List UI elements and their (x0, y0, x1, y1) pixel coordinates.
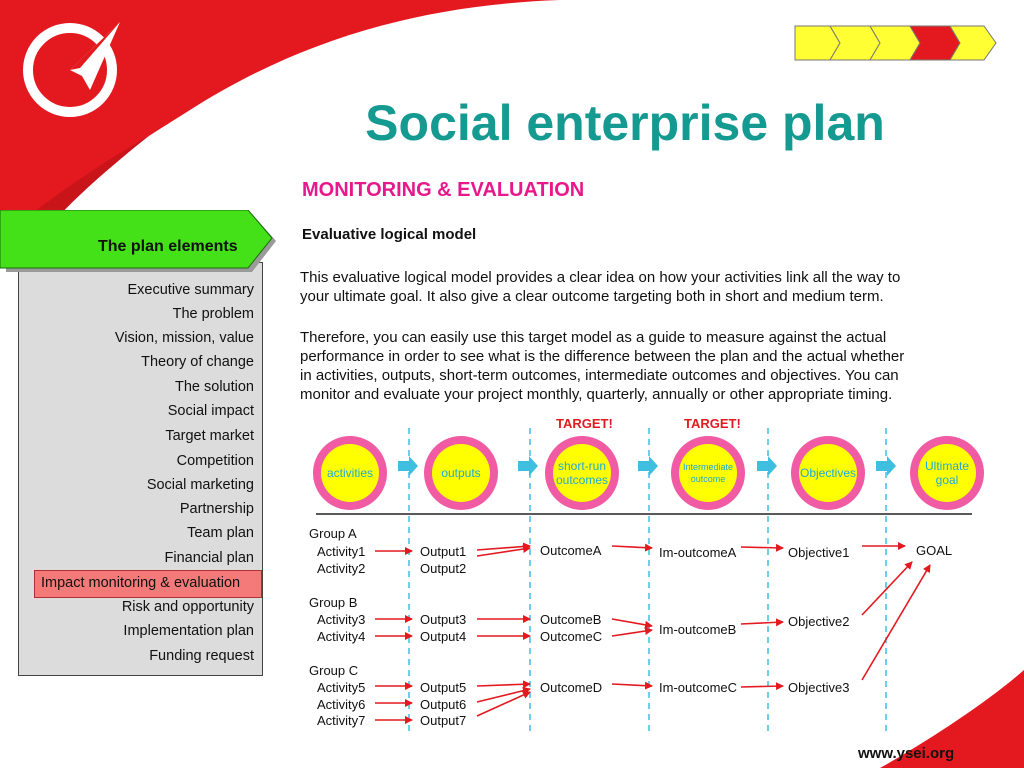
node-objectives (791, 436, 865, 510)
outcome-label: OutcomeA (540, 543, 602, 558)
node-label: activities (326, 466, 373, 480)
outcome-label: OutcomeB (540, 612, 602, 627)
node-activities (313, 436, 387, 510)
paragraph-line: performance in order to see what is the difference between the plan and the actual whether (300, 348, 905, 365)
activity-label: Activity4 (317, 629, 366, 644)
outcome-label: OutcomeD (540, 680, 603, 695)
im-outcome-label: Im-outcomeA (659, 545, 737, 560)
sidebar-item-the-problem[interactable]: The problem (172, 306, 254, 322)
objective-label: Objective3 (788, 680, 850, 695)
im-outcome-label: Im-outcomeB (659, 622, 737, 637)
activity-label: Activity3 (317, 612, 366, 627)
group-label: Group A (309, 526, 357, 541)
sidebar-item-financial-plan[interactable]: Financial plan (164, 550, 254, 566)
objective-label: Objective1 (788, 545, 850, 560)
activity-label: Activity7 (317, 713, 366, 728)
node-label: short-run outcomes (555, 459, 609, 487)
activity-label: Activity5 (317, 680, 366, 695)
sidebar-item-risk-and-opportunity[interactable]: Risk and opportunity (121, 599, 254, 615)
node-label: outputs (441, 466, 481, 480)
node-label: Ultimate goal (924, 459, 969, 487)
target-label: TARGET! (556, 416, 613, 431)
output-label: Output2 (420, 561, 467, 576)
group-label: Group B (309, 595, 358, 610)
node-label: Intermediate outcome (682, 462, 734, 484)
node-outputs (424, 436, 498, 510)
node-intermediate-outcome (671, 436, 745, 510)
activity-label: Activity1 (317, 544, 366, 559)
sidebar-banner-label: The plan elements (98, 238, 238, 255)
sidebar-item-theory-of-change[interactable]: Theory of change (141, 354, 254, 370)
sidebar-item-social-marketing[interactable]: Social marketing (146, 477, 254, 493)
node-ultimate-goal (910, 436, 984, 510)
paragraph-line: in activities, outputs, short-term outcomes, intermediate outcomes and objectives. You can (300, 367, 899, 384)
paragraph-line: This evaluative logical model provides a clear idea on how your activities link all the way to (300, 269, 901, 286)
sidebar-item-social-impact[interactable]: Social impact (167, 403, 254, 419)
sidebar-item-vision-mission-value[interactable]: Vision, mission, value (114, 330, 254, 346)
im-outcome-label: Im-outcomeC (659, 680, 738, 695)
sidebar-item-target-market[interactable]: Target market (165, 428, 254, 444)
target-label: TARGET! (684, 416, 741, 431)
sidebar-item-executive-summary[interactable]: Executive summary (127, 282, 254, 298)
paragraph-line: monitor and evaluate your project monthly, quarterly, annually or other appropriate timing. (300, 386, 893, 403)
output-label: Output3 (420, 612, 467, 627)
sidebar-item-competition[interactable]: Competition (176, 453, 254, 469)
objective-label: Objective2 (788, 614, 850, 629)
sidebar-item-partnership[interactable]: Partnership (179, 501, 254, 517)
sidebar-item-impact-monitoring[interactable]: Impact monitoring & evaluation (41, 575, 241, 591)
node-label: Objectives (799, 466, 857, 480)
node-short-run-outcomes (545, 436, 619, 510)
sidebar-item-the-solution[interactable]: The solution (175, 379, 254, 395)
output-label: Output5 (420, 680, 467, 695)
sidebar-item-team-plan[interactable]: Team plan (187, 525, 254, 541)
output-label: Output1 (420, 544, 467, 559)
output-label: Output7 (420, 713, 467, 728)
group-label: Group C (309, 663, 359, 678)
output-label: Output4 (420, 629, 467, 644)
output-label: Output6 (420, 697, 467, 712)
paragraph-line: your ultimate goal. It also give a clear outcome targeting both in short and medium term. (300, 288, 884, 305)
footer-url[interactable]: www.ysei.org (858, 745, 955, 762)
subheading: Evaluative logical model (302, 226, 477, 243)
activity-label: Activity6 (317, 697, 366, 712)
goal-label: GOAL (916, 543, 953, 558)
sidebar-item-funding-request[interactable]: Funding request (149, 648, 254, 664)
outcome-label: OutcomeC (540, 629, 603, 644)
activity-label: Activity2 (317, 561, 366, 576)
page-title: Social enterprise plan (365, 95, 885, 151)
paragraph-line: Therefore, you can easily use this target model as a guide to measure against the actual (300, 329, 887, 346)
section-heading: MONITORING & EVALUATION (302, 179, 585, 201)
sidebar-item-implementation-plan[interactable]: Implementation plan (123, 623, 254, 639)
